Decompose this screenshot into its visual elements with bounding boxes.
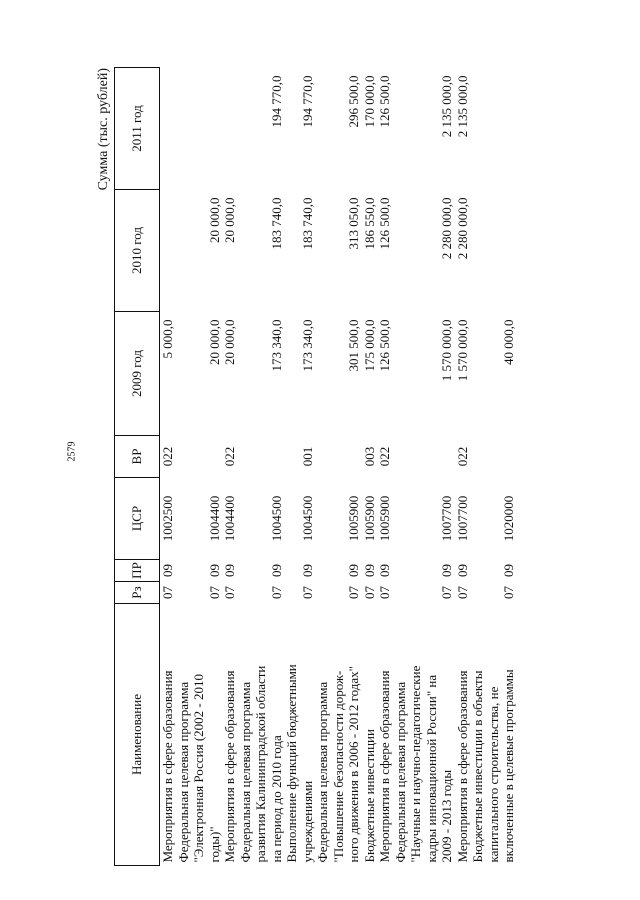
cell-csr: 1004500 (299, 495, 315, 542)
cell-rz (424, 582, 440, 604)
cell-2011 (408, 68, 424, 190)
cell-rz: 07 (299, 586, 315, 599)
cell-2010: 126 500,0 (377, 197, 392, 250)
cell-2009 (470, 312, 486, 436)
cell-2011 (160, 68, 176, 190)
cell-name: Мероприятия в сфере образования (160, 670, 175, 863)
cell-2010 (470, 190, 486, 312)
cell-vr: 003 (361, 446, 377, 467)
cell-2009 (191, 312, 207, 436)
cell-2010 (408, 190, 424, 312)
cell-csr (408, 478, 424, 560)
cell-csr: 1007700 (454, 495, 470, 542)
table-row (160, 68, 176, 866)
cell-csr: 1005900 (377, 495, 392, 542)
cell-2010: 20 000,0 (222, 197, 237, 243)
cell-pr: 09 (377, 564, 392, 577)
cell-vr: 001 (299, 446, 315, 467)
budget-table (114, 67, 517, 866)
cell-name: включенные в целевые программы (501, 669, 516, 863)
table-row (300, 68, 316, 866)
cell-pr: 09 (454, 564, 470, 577)
cell-2011: 194 770,0 (268, 75, 284, 128)
cell-csr: 1007700 (439, 495, 454, 542)
cell-2009 (238, 312, 254, 436)
cell-2009 (253, 312, 269, 436)
cell-rz (253, 582, 269, 604)
cell-2010 (176, 190, 192, 312)
cell-2010 (486, 190, 502, 312)
cell-csr (424, 478, 440, 560)
cell-2011 (253, 68, 269, 190)
cell-name: кадры инновационной России" на (423, 674, 439, 863)
cell-2011 (191, 68, 207, 190)
header-2009: 2009 год (115, 312, 160, 436)
cell-name: ного движения в 2006 - 2012 годах" (346, 666, 361, 863)
cell-2009: 5 000,0 (160, 319, 175, 359)
cell-2011: 2 135 000,0 (454, 75, 470, 138)
cell-csr: 1005900 (361, 495, 377, 542)
cell-vr (486, 436, 502, 478)
cell-pr (470, 560, 486, 582)
cell-vr: 022 (222, 446, 237, 467)
cell-2011 (501, 68, 517, 190)
cell-rz: 07 (346, 586, 361, 599)
unit-label: Сумма (тыс. рублей) (96, 68, 111, 191)
cell-vr: 022 (160, 446, 175, 467)
table-row (439, 68, 455, 866)
cell-2010: 183 740,0 (268, 197, 284, 250)
cell-name: на период до 2010 года (268, 735, 284, 863)
cell-rz (393, 582, 409, 604)
cell-name: развития Калининградской области (253, 665, 268, 863)
table-row (362, 68, 378, 866)
cell-2010 (315, 190, 331, 312)
table-body (160, 68, 517, 866)
cell-vr (470, 436, 486, 478)
cell-rz: 07 (160, 586, 175, 599)
cell-csr: 1002500 (160, 495, 175, 542)
cell-2010: 183 740,0 (299, 197, 315, 250)
cell-rz: 07 (454, 586, 470, 599)
cell-2011: 170 000,0 (361, 75, 377, 128)
cell-2009: 126 500,0 (377, 319, 392, 372)
header-row (115, 68, 160, 866)
table-row (176, 68, 192, 866)
cell-name: Бюджетные инвестиции (361, 729, 377, 863)
cell-2011 (331, 68, 347, 190)
cell-2010: 2 280 000,0 (439, 197, 454, 260)
table-row (455, 68, 471, 866)
cell-pr: 09 (361, 564, 377, 577)
cell-2009: 20 000,0 (206, 319, 222, 365)
cell-rz (238, 582, 254, 604)
cell-2011: 126 500,0 (377, 75, 392, 128)
cell-csr: 1004400 (206, 495, 222, 542)
cell-vr: 022 (377, 446, 392, 467)
cell-2011 (486, 68, 502, 190)
table-row (486, 68, 502, 866)
cell-rz (284, 582, 300, 604)
table-row (377, 68, 393, 866)
cell-name: "Повышение безопасности дорож- (330, 670, 346, 863)
cell-pr: 09 (346, 564, 361, 577)
cell-vr (331, 436, 347, 478)
table-row (253, 68, 269, 866)
cell-vr: 022 (454, 446, 470, 467)
cell-2011 (424, 68, 440, 190)
cell-2011: 296 500,0 (346, 75, 361, 128)
cell-rz: 07 (206, 586, 222, 599)
cell-name: Федеральная целевая программа (175, 681, 191, 863)
cell-pr (284, 560, 300, 582)
cell-vr (439, 436, 455, 478)
cell-vr (269, 436, 285, 478)
cell-2009 (424, 312, 440, 436)
cell-pr (315, 560, 331, 582)
cell-2011: 194 770,0 (299, 75, 315, 128)
table-row (222, 68, 238, 866)
cell-2011 (315, 68, 331, 190)
cell-pr (393, 560, 409, 582)
cell-vr (191, 436, 207, 478)
table-row (207, 68, 223, 866)
header-pr: ПР (115, 560, 160, 582)
header-2011: 2011 год (115, 68, 160, 190)
table-row (269, 68, 285, 866)
cell-rz (191, 582, 207, 604)
cell-2010 (253, 190, 269, 312)
table-row (284, 68, 300, 866)
cell-pr (191, 560, 207, 582)
cell-2010 (191, 190, 207, 312)
cell-pr: 09 (299, 564, 315, 577)
cell-2010 (501, 190, 517, 312)
cell-name: 2009 - 2013 годы (439, 769, 454, 863)
cell-pr: 09 (206, 564, 222, 577)
cell-2011 (176, 68, 192, 190)
cell-vr (176, 436, 192, 478)
cell-name: "Научные и научно-педагогические (408, 665, 423, 863)
cell-csr (331, 478, 347, 560)
cell-2010 (284, 190, 300, 312)
cell-pr: 09 (222, 564, 237, 577)
cell-2010: 313 050,0 (346, 197, 361, 250)
cell-pr (331, 560, 347, 582)
page-number: 2579 (66, 441, 78, 462)
cell-csr: 1005900 (346, 495, 361, 542)
header-rz: Рз (115, 582, 160, 604)
cell-2010 (393, 190, 409, 312)
cell-vr (238, 436, 254, 478)
cell-rz (470, 582, 486, 604)
cell-name: Федеральная целевая программа (392, 681, 408, 863)
cell-2011: 2 135 000,0 (439, 75, 454, 138)
cell-vr (284, 436, 300, 478)
cell-2009: 173 340,0 (299, 319, 315, 372)
cell-2009: 175 000,0 (361, 319, 377, 372)
cell-csr (238, 478, 254, 560)
cell-pr (253, 560, 269, 582)
header-csr: ЦСР (115, 478, 160, 560)
cell-csr (176, 478, 192, 560)
cell-2010: 2 280 000,0 (454, 197, 470, 260)
cell-2009: 1 570 000,0 (454, 319, 470, 382)
table-row (331, 68, 347, 866)
cell-2011 (207, 68, 223, 190)
cell-2011 (222, 68, 238, 190)
header-2010: 2010 год (115, 190, 160, 312)
cell-name: капитального строительства, не (485, 686, 501, 863)
cell-2009 (486, 312, 502, 436)
cell-rz: 07 (501, 586, 516, 599)
cell-2010: 186 550,0 (361, 197, 377, 250)
cell-vr (253, 436, 269, 478)
cell-pr: 09 (439, 564, 454, 577)
rotated-table-area (96, 46, 606, 866)
table-row (470, 68, 486, 866)
cell-2009 (284, 312, 300, 436)
cell-csr (315, 478, 331, 560)
cell-pr: 09 (160, 564, 175, 577)
cell-pr (408, 560, 424, 582)
cell-name: Мероприятия в сфере образования (454, 670, 470, 863)
cell-vr (424, 436, 440, 478)
table-row (238, 68, 254, 866)
cell-name: Федеральная целевая программа (237, 681, 253, 863)
cell-csr (253, 478, 269, 560)
cell-2010 (238, 190, 254, 312)
header-vr: ВР (115, 436, 160, 478)
cell-2009: 173 340,0 (268, 319, 284, 372)
cell-2009 (176, 312, 192, 436)
cell-name: учреждениями (299, 780, 315, 863)
cell-vr (501, 436, 517, 478)
cell-pr (486, 560, 502, 582)
cell-rz: 07 (361, 586, 377, 599)
table-row (346, 68, 362, 866)
cell-2010 (331, 190, 347, 312)
cell-2009 (331, 312, 347, 436)
cell-name: "Электронная Россия (2002 - 2010 (191, 674, 206, 863)
cell-2011 (284, 68, 300, 190)
cell-2011 (393, 68, 409, 190)
cell-name: Выполнение функций бюджетными (284, 664, 299, 863)
cell-csr (486, 478, 502, 560)
cell-2009 (408, 312, 424, 436)
cell-2011 (238, 68, 254, 190)
cell-name: Мероприятия в сфере образования (377, 670, 392, 863)
cell-pr (176, 560, 192, 582)
cell-name: Федеральная целевая программа (315, 681, 330, 863)
cell-pr (424, 560, 440, 582)
cell-csr (470, 478, 486, 560)
cell-pr: 09 (268, 564, 284, 577)
cell-2010 (424, 190, 440, 312)
cell-pr: 09 (501, 564, 516, 577)
cell-rz (408, 582, 424, 604)
cell-2009: 20 000,0 (222, 319, 237, 365)
cell-name: Мероприятия в сфере образования (222, 670, 237, 863)
table-row (408, 68, 424, 866)
cell-2011 (470, 68, 486, 190)
cell-rz (176, 582, 192, 604)
table-row (424, 68, 440, 866)
cell-rz (315, 582, 331, 604)
cell-vr (346, 436, 362, 478)
cell-2009 (315, 312, 331, 436)
cell-rz (486, 582, 502, 604)
cell-rz (331, 582, 347, 604)
header-name: Наименование (115, 604, 160, 866)
cell-csr (284, 478, 300, 560)
cell-2010 (160, 190, 176, 312)
cell-vr (408, 436, 424, 478)
cell-csr: 1004500 (268, 495, 284, 542)
cell-name: Бюджетные инвестиции в объекты (470, 670, 485, 863)
cell-rz: 07 (222, 586, 237, 599)
cell-2009: 40 000,0 (501, 319, 516, 365)
cell-2010: 20 000,0 (206, 197, 222, 243)
cell-rz: 07 (377, 586, 392, 599)
cell-2009: 301 500,0 (346, 319, 361, 372)
table-row (501, 68, 517, 866)
cell-rz: 07 (268, 586, 284, 599)
cell-csr: 1004400 (222, 495, 237, 542)
table-row (315, 68, 331, 866)
cell-csr (393, 478, 409, 560)
cell-vr (315, 436, 331, 478)
cell-vr (207, 436, 223, 478)
cell-csr: 1020000 (501, 495, 516, 542)
cell-pr (238, 560, 254, 582)
cell-2009 (393, 312, 409, 436)
cell-csr (191, 478, 207, 560)
cell-rz: 07 (439, 586, 454, 599)
cell-vr (393, 436, 409, 478)
table-row (191, 68, 207, 866)
cell-2009: 1 570 000,0 (439, 319, 454, 382)
cell-name: годы)" (206, 826, 222, 863)
table-row (393, 68, 409, 866)
